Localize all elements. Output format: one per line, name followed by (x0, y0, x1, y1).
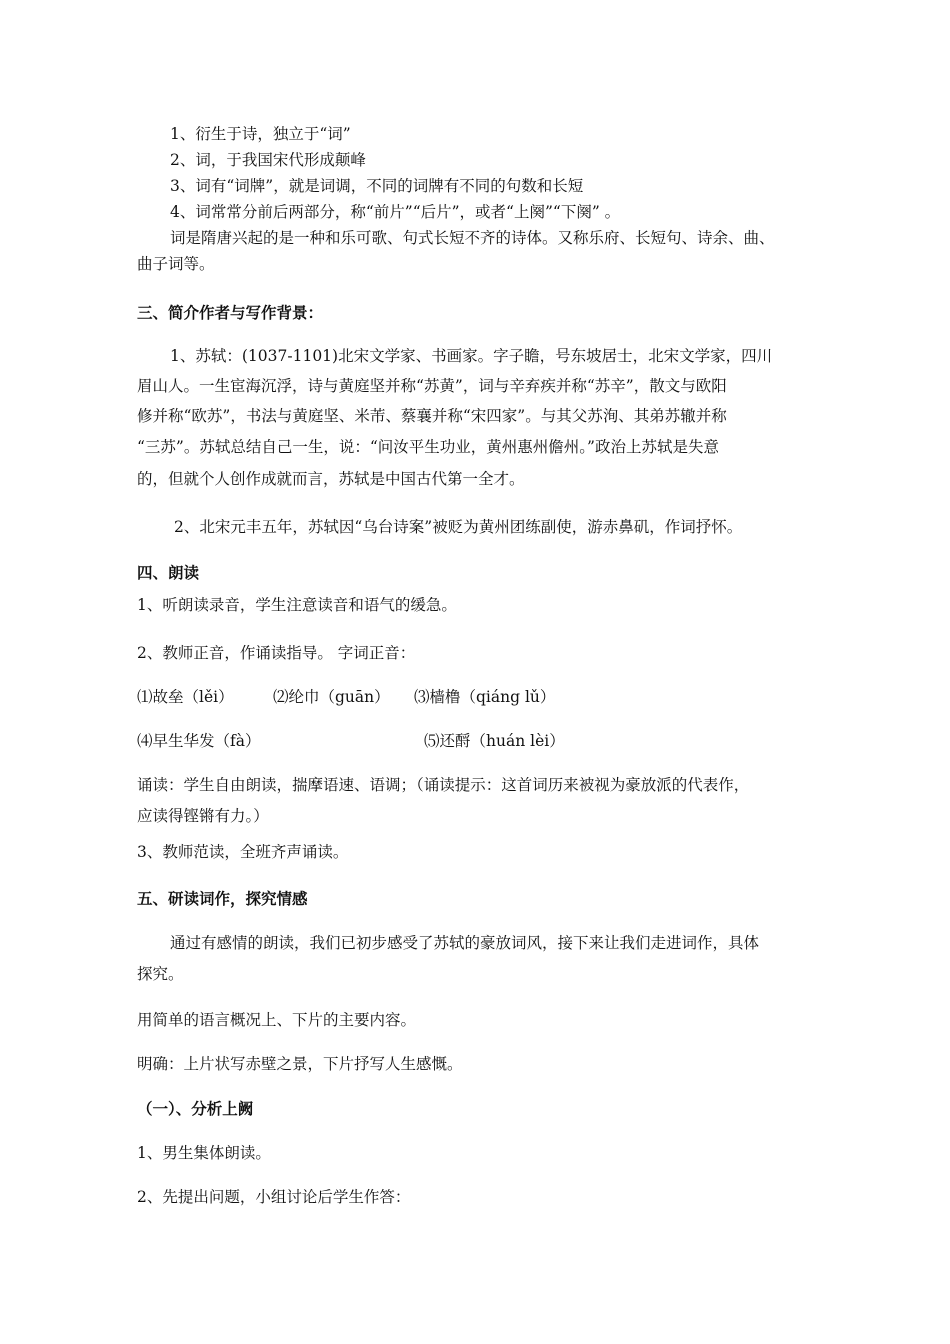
pronunciation-4: ⑷早生华发（fà） (137, 732, 261, 750)
ci-list-item-1: 1、衍生于诗，独立于“词” (170, 125, 351, 143)
section-4-heading: 四、朗读 (137, 563, 200, 582)
summary-question: 用简单的语言概况上、下片的主要内容。 (137, 1011, 417, 1029)
author-para-line-5: 的，但就个人创作成就而言，苏轼是中国古代第一全才。 (137, 470, 525, 488)
ci-list-item-3: 3、词有“词牌”，就是词调，不同的词牌有不同的句数和长短 (170, 177, 584, 195)
intro-line-1: 通过有感情的朗读，我们已初步感受了苏轼的豪放词风，接下来让我们走进词作，具体 (170, 934, 760, 952)
author-para-line-2: 眉山人。一生宦海沉浮，诗与黄庭坚并称“苏黄”，词与辛弃疾并称“苏辛”，散文与欧阳 (137, 377, 727, 395)
recite-line-2: 应读得铿锵有力。） (137, 807, 269, 825)
recite-line-1: 诵读：学生自由朗读，揣摩语速、语调；（诵读提示：这首词历来被视为豪放派的代表作， (137, 776, 750, 794)
pronunciation-5: ⑸还酹（huán lèi） (424, 732, 565, 750)
subsection-1-heading: （一）、分析上阙 (137, 1099, 254, 1118)
reading-item-1: 1、听朗读录音，学生注意读音和语气的缓急。 (137, 596, 457, 614)
step-1: 1、男生集体朗读。 (137, 1144, 271, 1162)
ci-definition-line-2: 曲子词等。 (137, 255, 215, 273)
author-para-line-1: 1、苏轼：(1037-1101)北宋文学家、书画家。字子瞻，号东坡居士，北宋文学家，四川 (170, 347, 773, 365)
step-2: 2、先提出问题，小组讨论后学生作答： (137, 1188, 411, 1206)
reading-item-2: 2、教师正音，作诵读指导。 字词正音： (137, 644, 416, 662)
pronunciation-2: ⑵纶巾（guān） (273, 688, 390, 706)
reading-item-3: 3、教师范读，全班齐声诵读。 (137, 843, 349, 861)
pronunciation-3: ⑶樯橹（qiáng lǔ） (414, 688, 556, 706)
background-para: 2、北宋元丰五年，苏轼因“乌台诗案”被贬为黄州团练副使，游赤鼻矶，作词抒怀。 (174, 518, 743, 536)
ci-definition-line-1: 词是隋唐兴起的是一种和乐可歌、句式长短不齐的诗体。又称乐府、长短句、诗余、曲、 (170, 229, 775, 247)
section-5-heading: 五、研读词作，探究情感 (137, 889, 308, 908)
clarification: 明确：上片状写赤壁之景，下片抒写人生感慨。 (137, 1055, 463, 1073)
ci-list-item-4: 4、词常常分前后两部分，称“前片”“后片”，或者“上阕”“下阕” 。 (170, 203, 621, 221)
ci-list-item-2: 2、词，于我国宋代形成颠峰 (170, 151, 366, 169)
intro-line-2: 探究。 (137, 965, 184, 983)
author-para-line-4: “三苏”。苏轼总结自己一生，说：“问汝平生功业，黄州惠州儋州。”政治上苏轼是失意 (137, 438, 719, 456)
pronunciation-1: ⑴故垒（lěi） (137, 688, 234, 706)
section-3-heading: 三、简介作者与写作背景： (137, 303, 324, 322)
author-para-line-3: 修并称“欧苏”，书法与黄庭坚、米芾、蔡襄并称“宋四家”。与其父苏洵、其弟苏辙并称 (137, 407, 727, 425)
